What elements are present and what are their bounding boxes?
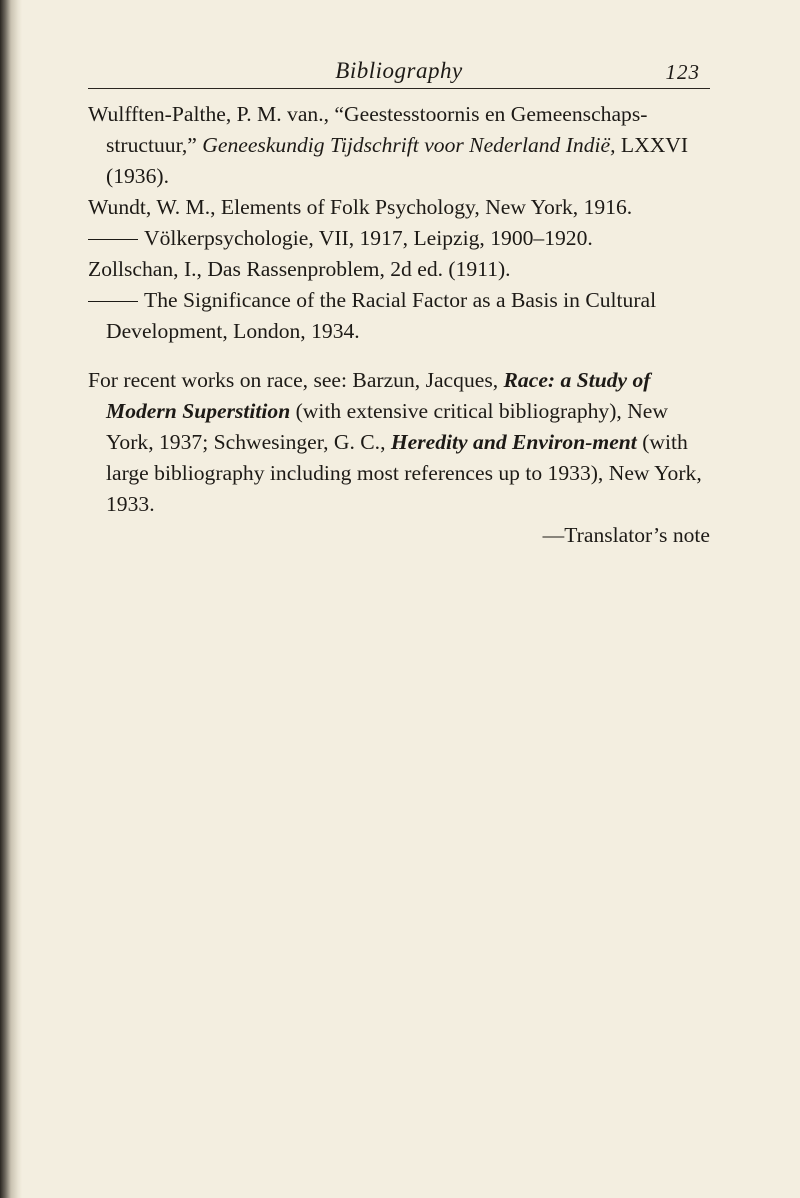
bibliography-entry	[88, 192, 710, 223]
bibliography-list	[88, 99, 710, 347]
note-paragraph	[88, 365, 710, 520]
book-page	[88, 52, 710, 551]
bibliography-entry	[88, 254, 710, 285]
entry-text: The Significance of the Racial Factor as a Basis in Cultural Development, London, 1934.	[106, 288, 657, 343]
note-text: For recent works on race, see: Barzun, Jacques,	[88, 368, 504, 392]
ditto-dash	[88, 301, 138, 302]
note-book-title: Race: a Study of Modern Superstition	[106, 368, 651, 423]
note-signature: —Translator’s note	[542, 523, 710, 547]
note-book-title: Heredity and Environ-ment	[390, 430, 637, 454]
ditto-dash	[88, 239, 138, 240]
book-spine-shadow	[0, 0, 22, 1198]
entry-text: LXXVI (1936).	[106, 133, 689, 188]
entry-journal-title: Geneeskundig Tijdschrift voor Nederland Indië,	[202, 133, 616, 157]
entry-text: Völkerpsychologie, VII, 1917, Leipzig, 1900–1920.	[144, 226, 593, 250]
note-text: (with large bibliography including most references up to 1933), New York, 1933.	[106, 430, 702, 516]
note-text: (with extensive critical bibliography), New York, 1937; Schwesinger, G. C.,	[106, 399, 668, 454]
bibliography-entry	[88, 285, 710, 347]
entry-text: Zollschan, I., Das Rassenproblem, 2d ed. (1911).	[88, 257, 511, 281]
page-number: 123	[665, 60, 700, 84]
running-title: Bibliography	[335, 58, 463, 83]
entry-text: Wundt, W. M., Elements of Folk Psychology, New York, 1916.	[88, 195, 633, 219]
bibliography-entry	[88, 99, 710, 192]
running-head	[88, 52, 710, 89]
bibliography-entry	[88, 223, 710, 254]
entry-text: Wulfften-Palthe, P. M. van., “Geestesstoornis en Gemeenschaps-structuur,”	[88, 102, 648, 157]
translator-note	[88, 365, 710, 551]
